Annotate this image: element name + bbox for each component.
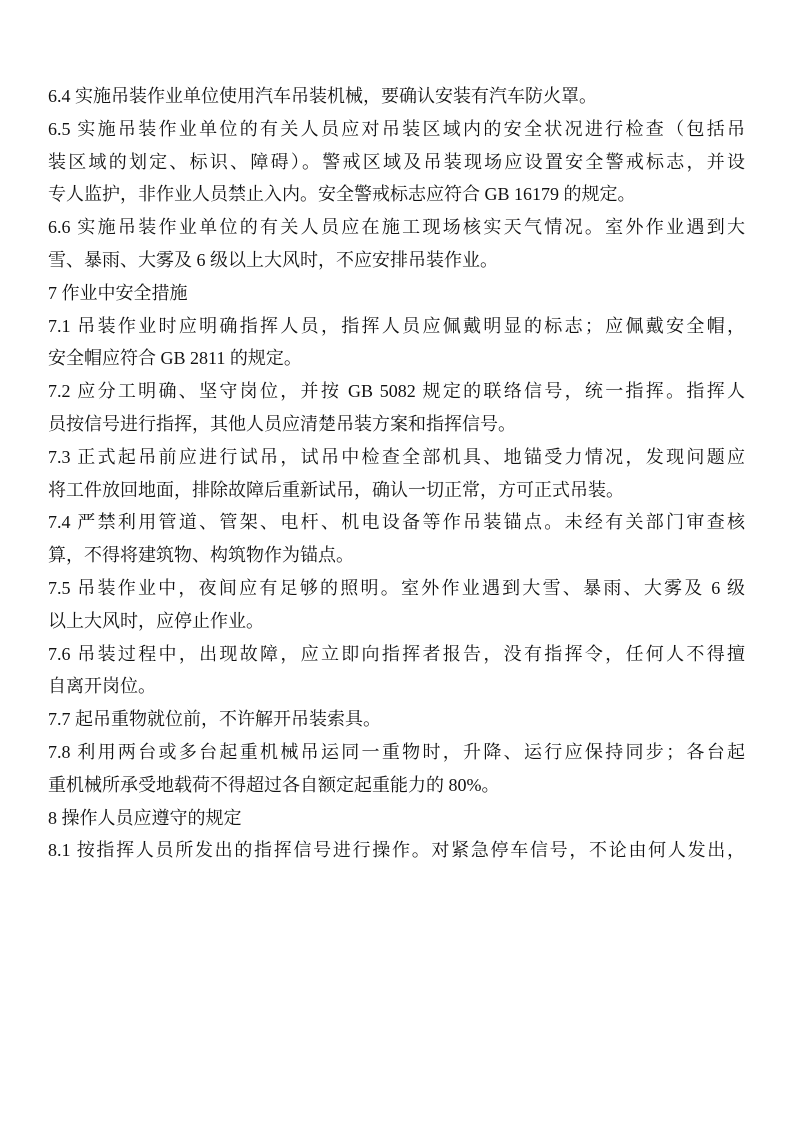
text-line: 以上大风时，应停止作业。 (48, 610, 264, 631)
text-line: 专人监护，非作业人员禁止入内。安全警戒标志应符合 GB 16179 的规定。 (48, 184, 636, 205)
text-line: 7.8 利用两台或多台起重机械吊运同一重物时，升降、运行应保持同步；各台起 (48, 741, 745, 762)
text-line: 8.1 按指挥人员所发出的指挥信号进行操作。对紧急停车信号，不论由何人发出， (48, 840, 745, 861)
text-line: 自离开岗位。 (48, 676, 156, 697)
text-line: 6.5 实施吊装作业单位的有关人员应对吊装区域内的安全状况进行检查（包括吊 (48, 118, 745, 139)
text-line: 安全帽应符合 GB 2811 的规定。 (48, 348, 302, 369)
text-line: 8 操作人员应遵守的规定 (48, 807, 242, 828)
text-line: 将工件放回地面，排除故障后重新试吊，确认一切正常，方可正式吊装。 (48, 479, 624, 500)
paragraph (48, 573, 745, 639)
paragraph (48, 212, 745, 278)
paragraph (48, 639, 745, 705)
text-line: 重机械所承受地载荷不得超过各自额定起重能力的 80%。 (48, 774, 500, 795)
paragraph (48, 835, 745, 868)
text-line: 员按信号进行指挥，其他人员应清楚吊装方案和指挥信号。 (48, 413, 516, 434)
paragraph (48, 311, 745, 377)
text-line: 7.6 吊装过程中，出现故障，应立即向指挥者报告，没有指挥令，任何人不得擅 (48, 643, 745, 664)
paragraph (48, 376, 745, 442)
paragraph (48, 278, 745, 311)
paragraph (48, 507, 745, 573)
text-line: 6.4 实施吊装作业单位使用汽车吊装机械，要确认安装有汽车防火罩。 (48, 86, 597, 106)
text-line: 7.2 应分工明确、坚守岗位，并按 GB 5082 规定的联络信号，统一指挥。指挥人 (48, 381, 745, 402)
text-line: 算，不得将建筑物、构筑物作为锚点。 (48, 545, 354, 566)
text-line: 6.6 实施吊装作业单位的有关人员应在施工现场核实天气情况。室外作业遇到大 (48, 217, 745, 238)
paragraph (48, 803, 745, 836)
paragraph (48, 737, 745, 803)
text-line: 装区域的划定、标识、障碍）。警戒区域及吊装现场应设置安全警戒标志，并设 (48, 151, 745, 172)
text-line: 7.1 吊装作业时应明确指挥人员，指挥人员应佩戴明显的标志；应佩戴安全帽， (48, 315, 745, 336)
paragraph (48, 704, 745, 737)
text-line: 7 作业中安全措施 (48, 282, 188, 303)
paragraph (48, 114, 745, 212)
paragraph (48, 442, 745, 508)
paragraph (48, 81, 745, 114)
text-line: 7.7 起吊重物就位前，不许解开吊装索具。 (48, 709, 381, 730)
text-line: 雪、暴雨、大雾及 6 级以上大风时，不应安排吊装作业。 (48, 249, 498, 270)
document-body (48, 81, 745, 868)
text-line: 7.4 严禁利用管道、管架、电杆、机电设备等作吊装锚点。未经有关部门审查核 (48, 512, 745, 533)
text-line: 7.3 正式起吊前应进行试吊，试吊中检查全部机具、地锚受力情况，发现问题应 (48, 446, 745, 467)
text-line: 7.5 吊装作业中，夜间应有足够的照明。室外作业遇到大雪、暴雨、大雾及 6 级 (48, 577, 745, 598)
